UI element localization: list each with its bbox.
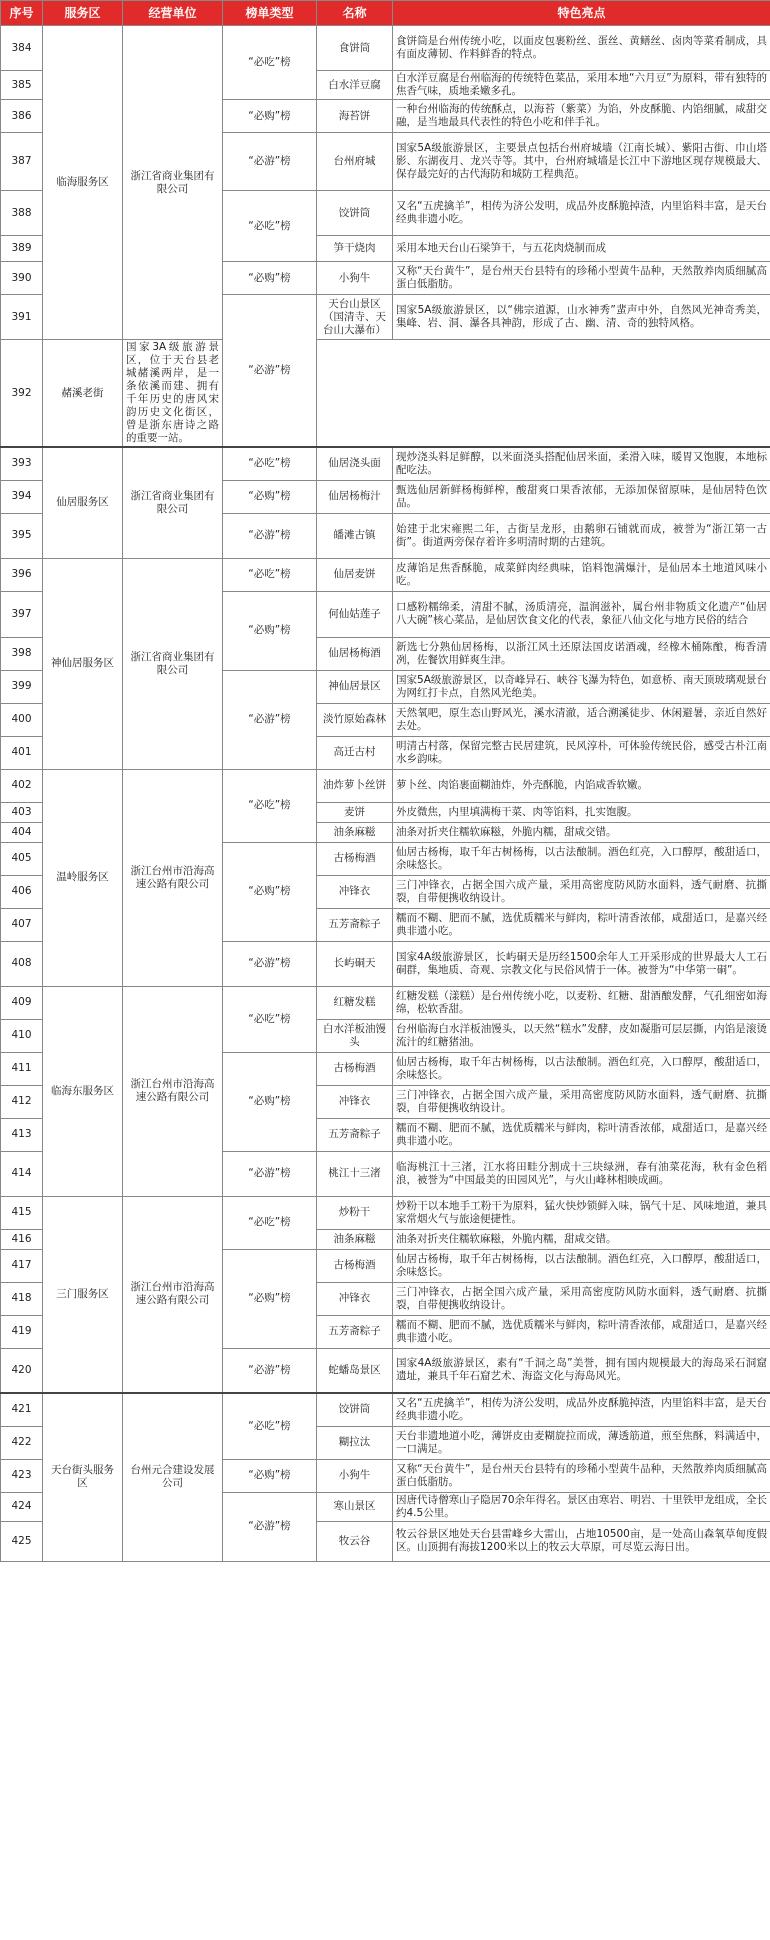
list-type: “必购”榜 <box>223 480 317 513</box>
list-type: “必游”榜 <box>223 133 317 191</box>
row-number: 425 <box>1 1521 43 1561</box>
item-highlights: 炒粉干以本地手工粉干为原料，猛火快炒锁鲜入味，锅气十足、风味地道，兼具家常烟火气与旅途便捷性。 <box>393 1196 770 1229</box>
list-type: “必购”榜 <box>223 1459 317 1492</box>
item-highlights: 仙居古杨梅，取千年古树杨梅，以古法酿制。酒色红亮，入口醇厚，酸甜适口，余味悠长。 <box>393 1249 770 1282</box>
item-name: 饺饼筒 <box>317 191 393 236</box>
row-number: 395 <box>1 513 43 558</box>
item-name: 冲锋衣 <box>317 1085 393 1118</box>
service-area-name: 天台街头服务区 <box>43 1393 123 1561</box>
row-number: 419 <box>1 1315 43 1348</box>
header-operator: 经营单位 <box>123 1 223 26</box>
row-number: 403 <box>1 802 43 822</box>
header-list-type: 榜单类型 <box>223 1 317 26</box>
list-type: “必吃”榜 <box>223 447 317 480</box>
item-highlights: 糯而不糊、肥而不腻，选优质糯米与鲜肉，粽叶清香浓郁，咸甜适口，是嘉兴经典非遗小吃。 <box>393 1315 770 1348</box>
item-name: 冲锋衣 <box>317 875 393 908</box>
item-highlights: 台州临海白水洋板油馒头，以天然“糕水”发酵，皮如凝脂可层层撕，内馅是滚烫流汁的红糖猪油。 <box>393 1019 770 1052</box>
list-type: “必吃”榜 <box>223 986 317 1052</box>
row-number: 420 <box>1 1348 43 1393</box>
item-highlights: 甄选仙居新鲜杨梅鲜榨，酸甜爽口果香浓郁，无添加保留原味，是仙居特色饮品。 <box>393 480 770 513</box>
item-name: 古杨梅酒 <box>317 1052 393 1085</box>
row-number: 423 <box>1 1459 43 1492</box>
row-number: 402 <box>1 769 43 802</box>
item-highlights: 国家5A级旅游景区，主要景点包括台州府城墙（江南长城）、紫阳古街、巾山塔影、东湖夜月、龙兴寺等。其中，台州府城墙是长江中下游地区现存规模最大、保存最完好的古代海防和城防工程典范。 <box>393 133 770 191</box>
item-name: 小狗牛 <box>317 1459 393 1492</box>
table-row <box>1 1196 770 1229</box>
operator-name: 浙江台州市沿海高速公路有限公司 <box>123 1196 223 1393</box>
row-number: 413 <box>1 1118 43 1151</box>
item-highlights: 因唐代诗僧寒山子隐居70余年得名。景区由寒岩、明岩、十里铁甲龙组成，全长约4.5公里。 <box>393 1492 770 1521</box>
item-highlights: 又称“天台黄牛”，是台州天台县特有的珍稀小型黄牛品种，天然散养肉质细腻高蛋白低脂肪。 <box>393 1459 770 1492</box>
row-number: 384 <box>1 26 43 71</box>
operator-name: 浙江省商业集团有限公司 <box>123 558 223 769</box>
item-highlights: 天然氧吧，原生态山野风光，溪水清澈，适合溯溪徒步、休闲避暑，亲近自然好去处。 <box>393 703 770 736</box>
row-number: 399 <box>1 670 43 703</box>
operator-name: 台州元合建设发展公司 <box>123 1393 223 1561</box>
item-name: 笋干烧肉 <box>317 236 393 262</box>
header-area: 服务区 <box>43 1 123 26</box>
item-highlights: 食饼筒是台州传统小吃，以面皮包裹粉丝、蛋丝、黄鳝丝、卤肉等菜肴制成，具有面皮薄韧、作料鲜香的特点。 <box>393 26 770 71</box>
row-number: 389 <box>1 236 43 262</box>
item-name: 油炸萝卜丝饼 <box>317 769 393 802</box>
row-number: 386 <box>1 100 43 133</box>
row-number: 392 <box>1 340 43 448</box>
item-name: 红糖发糕 <box>317 986 393 1019</box>
item-name: 台州府城 <box>317 133 393 191</box>
item-highlights: 国家4A级旅游景区，素有“千洞之岛”美誉，拥有国内规模最大的海岛采石洞窟遗址，兼具千年石窟艺术、海盗文化与海岛风光。 <box>393 1348 770 1393</box>
item-name: 古杨梅酒 <box>317 1249 393 1282</box>
service-area-name: 仙居服务区 <box>43 447 123 558</box>
row-number: 416 <box>1 1229 43 1249</box>
row-number: 398 <box>1 637 43 670</box>
item-name: 五芳斋粽子 <box>317 1315 393 1348</box>
item-highlights: 国家3A级旅游景区，位于天台县老城赭溪两岸，是一条依溪而建、拥有千年历史的唐风宋韵历史文化街区，曾是浙东唐诗之路的重要一站。 <box>123 340 223 448</box>
item-name: 神仙居景区 <box>317 670 393 703</box>
header-row <box>1 1 770 26</box>
row-number: 396 <box>1 558 43 591</box>
item-highlights: 油条对折夹住糯软麻糍，外脆内糯，甜咸交错。 <box>393 1229 770 1249</box>
list-type: “必吃”榜 <box>223 26 317 100</box>
row-number: 409 <box>1 986 43 1019</box>
row-number: 400 <box>1 703 43 736</box>
service-area-name: 三门服务区 <box>43 1196 123 1393</box>
row-number: 411 <box>1 1052 43 1085</box>
row-number: 422 <box>1 1426 43 1459</box>
list-type: “必游”榜 <box>223 1492 317 1561</box>
item-highlights: 糯而不糊、肥而不腻，选优质糯米与鲜肉，粽叶清香浓郁，咸甜适口，是嘉兴经典非遗小吃。 <box>393 908 770 941</box>
list-type: “必吃”榜 <box>223 769 317 842</box>
item-name: 食饼筒 <box>317 26 393 71</box>
item-name: 仙居杨梅汁 <box>317 480 393 513</box>
row-number: 407 <box>1 908 43 941</box>
list-type: “必吃”榜 <box>223 191 317 262</box>
item-highlights: 始建于北宋雍熙二年，古街呈龙形，由鹅卵石铺就而成，被誉为“浙江第一古街”。街道两旁保存着许多明清时期的古建筑。 <box>393 513 770 558</box>
item-name: 蛇蟠岛景区 <box>317 1348 393 1393</box>
item-highlights: 明清古村落，保留完整古民居建筑，民风淳朴，可体验传统民俗，感受古朴江南水乡韵味。 <box>393 736 770 769</box>
item-highlights: 国家4A级旅游景区，长屿硐天是历经1500余年人工开采形成的世界最大人工石硐群，集地质、奇观、宗教文化与民俗风情于一体。被誉为“中华第一硐”。 <box>393 941 770 986</box>
item-highlights: 三门冲锋衣，占据全国六成产量，采用高密度防风防水面料，透气耐磨、抗撕裂，自带便携收纳设计。 <box>393 1282 770 1315</box>
table-row <box>1 558 770 591</box>
row-number: 406 <box>1 875 43 908</box>
item-name: 油条麻糍 <box>317 1229 393 1249</box>
row-number: 424 <box>1 1492 43 1521</box>
operator-name: 浙江省商业集团有限公司 <box>123 26 223 340</box>
item-name: 古杨梅酒 <box>317 842 393 875</box>
row-number: 385 <box>1 71 43 100</box>
item-highlights: 外皮微焦，内里填满梅干菜、肉等馅料，扎实饱腹。 <box>393 802 770 822</box>
item-name: 寒山景区 <box>317 1492 393 1521</box>
row-number: 415 <box>1 1196 43 1229</box>
item-name: 桃江十三渚 <box>317 1151 393 1196</box>
item-name: 长屿硐天 <box>317 941 393 986</box>
item-highlights: 仙居古杨梅，取千年古树杨梅，以古法酿制。酒色红亮，入口醇厚，酸甜适口，余味悠长。 <box>393 842 770 875</box>
item-highlights: 又名“五虎擒羊”，相传为济公发明，成品外皮酥脆掉渣，内里馅料丰富，是天台经典非遗小吃。 <box>393 191 770 236</box>
table-row <box>1 1393 770 1426</box>
item-name: 白水洋豆腐 <box>317 71 393 100</box>
list-type: “必购”榜 <box>223 100 317 133</box>
item-highlights: 天台非遗地道小吃，薄饼皮由麦糊旋拉而成，薄透筋道，煎至焦酥，料满适中，一口满足。 <box>393 1426 770 1459</box>
table-body <box>1 26 770 1562</box>
row-number: 408 <box>1 941 43 986</box>
list-type: “必吃”榜 <box>223 558 317 591</box>
item-name: 五芳斋粽子 <box>317 1118 393 1151</box>
row-number: 421 <box>1 1393 43 1426</box>
service-area-name: 临海服务区 <box>43 26 123 340</box>
item-name: 皤滩古镇 <box>317 513 393 558</box>
item-name: 冲锋衣 <box>317 1282 393 1315</box>
list-type: “必游”榜 <box>223 513 317 558</box>
row-number: 397 <box>1 591 43 637</box>
item-highlights: 一种台州临海的传统酥点，以海苔（紫菜）为馅，外皮酥脆、内馅细腻，咸甜交融，是当地最具代表性的特色小吃和伴手礼。 <box>393 100 770 133</box>
item-highlights: 临海桃江十三渚，江水将田畦分割成十三块绿洲，春有油菜花海，秋有金色稻浪，被誉为“中国最美的田园风光”，与火山峰林相映成画。 <box>393 1151 770 1196</box>
table-row <box>1 26 770 71</box>
operator-name: 浙江台州市沿海高速公路有限公司 <box>123 769 223 986</box>
row-number: 401 <box>1 736 43 769</box>
item-name: 淡竹原始森林 <box>317 703 393 736</box>
item-name: 饺饼筒 <box>317 1393 393 1426</box>
item-highlights: 油条对折夹住糯软麻糍，外脆内糯，甜咸交错。 <box>393 822 770 842</box>
item-name: 仙居浇头面 <box>317 447 393 480</box>
item-name: 炒粉干 <box>317 1196 393 1229</box>
item-highlights: 红糖发糕（漾糕）是台州传统小吃，以麦粉、红糖、甜酒酿发酵，气孔细密如海绵，松软香甜。 <box>393 986 770 1019</box>
list-type: “必游”榜 <box>223 941 317 986</box>
list-type: “必游”榜 <box>223 295 317 448</box>
table-row <box>1 340 770 448</box>
item-highlights: 皮薄馅足焦香酥脆，咸菜鲜肉经典味，馅料饱满爆汁，是仙居本土地道风味小吃。 <box>393 558 770 591</box>
table-row <box>1 769 770 802</box>
row-number: 394 <box>1 480 43 513</box>
item-highlights: 又名“五虎擒羊”，相传为济公发明，成品外皮酥脆掉渣，内里馅料丰富，是天台经典非遗小吃。 <box>393 1393 770 1426</box>
item-name: 五芳斋粽子 <box>317 908 393 941</box>
row-number: 417 <box>1 1249 43 1282</box>
service-area-name: 温岭服务区 <box>43 769 123 986</box>
list-type: “必购”榜 <box>223 1052 317 1151</box>
item-highlights: 又称“天台黄牛”，是台州天台县特有的珍稀小型黄牛品种，天然散养肉质细腻高蛋白低脂肪。 <box>393 262 770 295</box>
row-number: 391 <box>1 295 43 340</box>
list-type: “必游”榜 <box>223 1348 317 1393</box>
operator-name: 浙江省商业集团有限公司 <box>123 447 223 558</box>
item-name: 何仙姑莲子 <box>317 591 393 637</box>
header-highlights: 特色亮点 <box>393 1 770 26</box>
row-number: 390 <box>1 262 43 295</box>
row-number: 388 <box>1 191 43 236</box>
item-highlights: 采用本地天台山石梁笋干，与五花肉烧制而成 <box>393 236 770 262</box>
row-number: 387 <box>1 133 43 191</box>
item-highlights: 糯而不糊、肥而不腻，选优质糯米与鲜肉，粽叶清香浓郁，咸甜适口，是嘉兴经典非遗小吃。 <box>393 1118 770 1151</box>
row-number: 414 <box>1 1151 43 1196</box>
list-type: “必吃”榜 <box>223 1393 317 1459</box>
item-name: 天台山景区（国清寺、天台山大瀑布） <box>317 295 393 340</box>
item-highlights: 口感粉糯绵柔，清甜不腻，汤质清亮，温润滋补，属台州非物质文化遗产“仙居八大碗”核心菜品，是仙居饮食文化的代表，象征八仙文化与地方民俗的结合 <box>393 591 770 637</box>
row-number: 404 <box>1 822 43 842</box>
service-area-name: 临海东服务区 <box>43 986 123 1196</box>
service-area-name: 神仙居服务区 <box>43 558 123 769</box>
item-highlights: 牧云谷景区地处天台县雷峰乡大雷山，占地10500亩，是一处高山森氧草甸度假区。山顶拥有海拔1200米以上的牧云大草原，可尽览云海日出。 <box>393 1521 770 1561</box>
list-type: “必游”榜 <box>223 670 317 769</box>
item-name: 仙居杨梅酒 <box>317 637 393 670</box>
row-number: 393 <box>1 447 43 480</box>
table-row <box>1 447 770 480</box>
header-no: 序号 <box>1 1 43 26</box>
item-highlights: 国家5A级旅游景区，以奇峰异石、峡谷飞瀑为特色，如意桥、南天顶玻璃观景台为网红打卡点，自然风光绝美。 <box>393 670 770 703</box>
list-type: “必购”榜 <box>223 842 317 941</box>
row-number: 410 <box>1 1019 43 1052</box>
list-type: “必购”榜 <box>223 1249 317 1348</box>
item-name: 高迁古村 <box>317 736 393 769</box>
item-name: 麦饼 <box>317 802 393 822</box>
item-highlights: 白水洋豆腐是台州临海的传统特色菜品，采用本地“六月豆”为原料，带有独特的焦香气味，质地柔嫩多孔。 <box>393 71 770 100</box>
item-name: 糊拉汰 <box>317 1426 393 1459</box>
header-name: 名称 <box>317 1 393 26</box>
list-type: “必吃”榜 <box>223 1196 317 1249</box>
item-name: 白水洋板油馒头 <box>317 1019 393 1052</box>
item-highlights: 国家5A级旅游景区，以“佛宗道源，山水神秀”蜚声中外，自然风光神奇秀美，集峰、岩、洞、瀑各具神韵，形成了古、幽、清、奇的独特风格。 <box>393 295 770 340</box>
item-highlights: 仙居古杨梅，取千年古树杨梅，以古法酿制。酒色红亮，入口醇厚，酸甜适口，余味悠长。 <box>393 1052 770 1085</box>
row-number: 412 <box>1 1085 43 1118</box>
item-highlights: 三门冲锋衣，占据全国六成产量，采用高密度防风防水面料，透气耐磨、抗撕裂，自带便携收纳设计。 <box>393 1085 770 1118</box>
item-name: 牧云谷 <box>317 1521 393 1561</box>
item-highlights: 新选七分熟仙居杨梅，以浙江风土还原法国皮诺酒魂，经橡木桶陈酿，梅香清冽，佐餐饮用鲜爽生津。 <box>393 637 770 670</box>
list-type: “必购”榜 <box>223 591 317 670</box>
item-name: 仙居麦饼 <box>317 558 393 591</box>
item-name: 油条麻糍 <box>317 822 393 842</box>
list-type: “必游”榜 <box>223 1151 317 1196</box>
list-type: “必购”榜 <box>223 262 317 295</box>
operator-name: 浙江台州市沿海高速公路有限公司 <box>123 986 223 1196</box>
item-name: 小狗牛 <box>317 262 393 295</box>
item-highlights: 现炒浇头料足鲜醇，以米面浇头搭配仙居米面，柔滑入味，暖胃又饱腹，本地标配吃法。 <box>393 447 770 480</box>
row-number: 418 <box>1 1282 43 1315</box>
table-row <box>1 986 770 1019</box>
item-highlights: 三门冲锋衣，占据全国六成产量，采用高密度防风防水面料，透气耐磨、抗撕裂，自带便携收纳设计。 <box>393 875 770 908</box>
item-name: 赭溪老街 <box>43 340 123 448</box>
item-highlights: 萝卜丝、肉馅裹面糊油炸，外壳酥脆，内馅咸香软嫩。 <box>393 769 770 802</box>
item-name: 海苔饼 <box>317 100 393 133</box>
row-number: 405 <box>1 842 43 875</box>
